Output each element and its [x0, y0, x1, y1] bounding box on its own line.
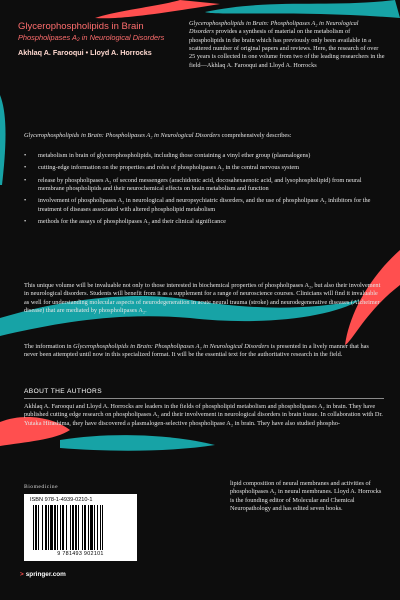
book-authors: Akhlaq A. Farooqui • Lloyd A. Horrocks: [18, 47, 152, 57]
bullet-text: involvement of phospholipases A₂ in neurological and neuropsychiatric disorders, and the use of phospholipase A₂ inhibitors for the treatment of diseases associated with altered phospholipid metabolism: [38, 197, 371, 213]
teal-stroke-top: [205, 0, 400, 18]
about-divider: [24, 398, 384, 399]
barcode-bar: [48, 505, 49, 550]
intro-paragraph: [189, 20, 385, 70]
barcode-bar: [50, 505, 53, 550]
bullet-list: [24, 152, 384, 231]
red-stroke-top: [95, 0, 220, 18]
barcode-bar: [54, 505, 56, 550]
lead-book-title: Glycerophospholipids in Brain: Phospholipases A₂ in Neurological Disorders: [24, 132, 221, 139]
barcode-bar: [38, 505, 39, 550]
barcode-bar: [84, 505, 86, 550]
bullet-text: release by phospholipases A₂ of second messengers (arachidonic acid, docosahexaenoic acid, and lysophospholipid) from neural membrane phospholipids and their neurochemical effects on brain metabolism and function: [38, 176, 362, 193]
barcode-bar: [33, 505, 34, 550]
bullet-item: [24, 177, 384, 194]
summary-text-before: The information in: [24, 343, 74, 350]
summary-book-title: Glycerophospholipids in Brain: Phospholipases A₂ in Neurological Disorders: [73, 343, 270, 350]
barcode-bar: [102, 505, 103, 550]
category-label: Biomedicine: [24, 484, 59, 490]
barcode: [24, 494, 137, 561]
summary-text-after: is presented in a lively manner that has never been attempted until now in this specialized format. It will be the essential text for the authoritative research in the field.: [24, 343, 369, 359]
bullet-text: metabolism in brain of glycerophospholipids, including those containing a vinyl ether group (plasmalogens): [38, 152, 311, 159]
barcode-bar: [90, 505, 93, 550]
teal-stroke-lower: [60, 435, 215, 451]
book-title: Glycerophospholipids in Brain: [18, 21, 144, 32]
lead-text: comprehensively describes:: [220, 132, 292, 139]
intro-text: provides a synthesis of material on the metabolism of phospholipids in the brain which has previously only been available in a scattered number of original papers and reviews. Here, the research of over 25 years is collected in one volume from two of the leading researchers in the field—Akhlaq A. Farooqui and Lloyd A. Horrocks: [189, 28, 385, 69]
barcode-number: 9 781493 902101: [57, 551, 104, 557]
publisher-link[interactable]: [20, 571, 66, 578]
bullet-dot-icon: •: [24, 164, 27, 172]
summary-paragraph: [24, 343, 384, 360]
lead-paragraph: [24, 132, 384, 140]
barcode-bar: [70, 505, 71, 550]
barcode-bar: [97, 505, 98, 550]
barcode-bar: [57, 505, 58, 550]
barcode-bar: [66, 505, 67, 550]
barcode-bar: [62, 505, 64, 550]
about-text-2: lipid composition of neural membranes and activities of phospholipases A₂ in neural membranes. Lloyd A. Horrocks is the founding editor of Molecular and Chemical Neuropathology and has edited seven books.: [230, 480, 382, 513]
about-text-1: Akhlaq A. Farooqui and Lloyd A. Horrocks are leaders in the fields of phospholipid metabolism and phospholipases A₂ in brain. They have published cutting edge research on phospholipases A₂ and their involvement in neurological disorders in brain tissue. In collaboration with Dr. Yutaka Hirashima, they have discovered a plasmalogen-selective phospholipase A₂ in brain. They have also studied phospho-: [24, 403, 383, 427]
barcode-bar: [42, 505, 43, 550]
barcode-bar: [75, 505, 77, 550]
bullet-item: [24, 164, 384, 172]
publisher-url: springer.com: [25, 571, 66, 578]
barcode-bar: [72, 505, 74, 550]
barcode-bar: [100, 505, 101, 550]
about-heading: ABOUT THE AUTHORS: [24, 388, 103, 395]
isbn-label: ISBN 978-1-4939-0210-1: [30, 497, 93, 503]
bullet-dot-icon: •: [24, 218, 27, 226]
book-subtitle: Phospholipases A₂ in Neurological Disorders: [18, 32, 165, 42]
barcode-bars-icon: [33, 505, 129, 550]
intro-book-title: Glycerophospholipids in Brain: Phospholipases A₂ in Neurological Disorders: [189, 20, 359, 36]
bullet-dot-icon: •: [24, 176, 27, 184]
bullet-item: [24, 218, 384, 226]
teal-stroke-left: [0, 95, 6, 185]
cover-title-block: [18, 21, 178, 57]
barcode-bar: [82, 505, 83, 550]
bullet-item: [24, 152, 384, 160]
bullet-dot-icon: •: [24, 197, 27, 205]
barcode-bar: [78, 505, 79, 550]
barcode-bar: [35, 505, 37, 550]
bullet-text: methods for the assays of phospholipases A₂ and their clinical significance: [38, 218, 226, 226]
bullet-text: cutting-edge information on the properties and roles of phospholipases A₂ in the central nervous system: [38, 164, 300, 172]
bullet-item: [24, 197, 384, 214]
arrow-icon: >: [20, 571, 24, 578]
barcode-bar: [60, 505, 61, 550]
barcode-bar: [94, 505, 95, 550]
bullet-dot-icon: •: [24, 152, 27, 159]
audience-paragraph: This unique volume will be invaluable not only to those interested in biochemical properties of phospholipases A₂, but also their involvement in neurological disorders. Students will benefit from it as a supplement for a range of neuroscience courses. Clinicians will find it invaluable as well for understanding molecular aspects of neurodegeneration in acute neural trauma (stroke) and neurodegenerative diseases (Alzheimer disease) that are mediated by phospholipases A₂.: [24, 282, 381, 315]
barcode-bar: [45, 505, 47, 550]
barcode-bar: [88, 505, 89, 550]
